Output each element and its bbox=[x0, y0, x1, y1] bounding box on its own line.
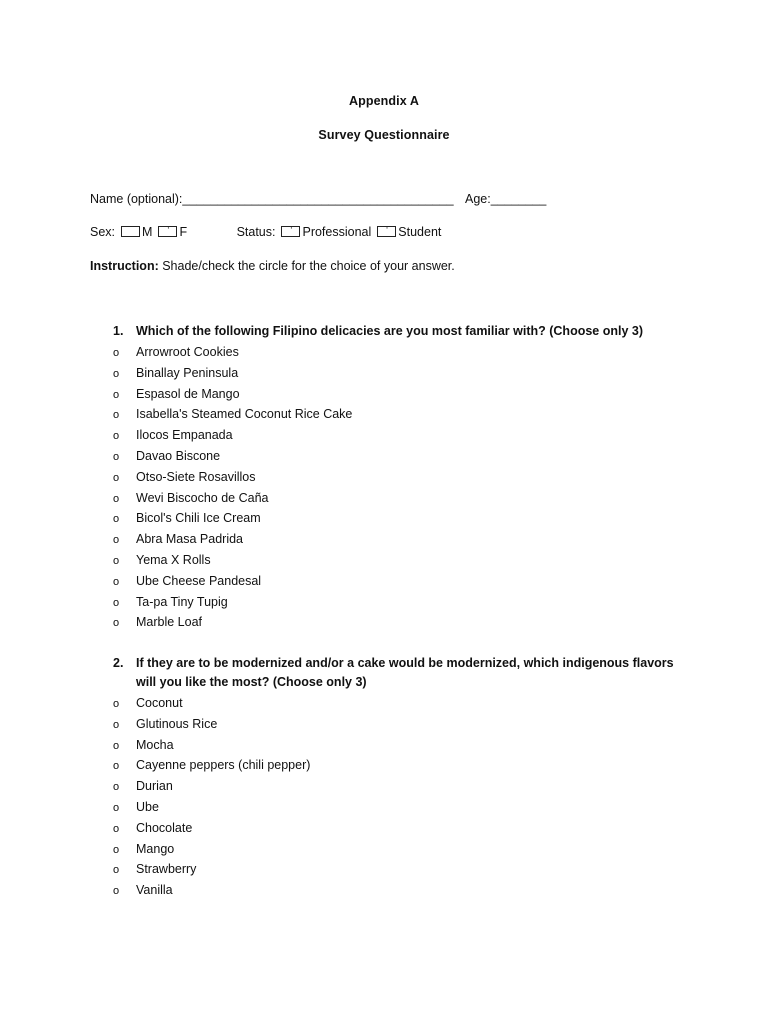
option-item[interactable] bbox=[113, 449, 352, 470]
sex-option-f: F bbox=[179, 225, 188, 239]
option-label: Espasol de Mango bbox=[136, 386, 240, 401]
sex-status-row bbox=[90, 225, 441, 239]
option-label: Arrowroot Cookies bbox=[136, 345, 239, 359]
circle-bullet-icon[interactable]: o bbox=[113, 718, 120, 731]
circle-bullet-icon[interactable]: o bbox=[113, 698, 120, 710]
age-blank[interactable]: ________ bbox=[490, 192, 547, 206]
circle-bullet-icon[interactable]: o bbox=[113, 534, 120, 547]
circle-bullet-icon[interactable]: o bbox=[113, 367, 120, 380]
circle-bullet-icon[interactable]: o bbox=[113, 760, 120, 773]
option-item[interactable] bbox=[113, 758, 310, 779]
option-item[interactable] bbox=[113, 779, 310, 800]
circle-bullet-icon[interactable]: o bbox=[113, 347, 120, 359]
instruction-label: Instruction: bbox=[90, 259, 159, 273]
question-text-continued: will you like the most? (Choose only 3) bbox=[136, 675, 367, 689]
option-item[interactable] bbox=[113, 862, 310, 883]
name-label: Name (optional): bbox=[90, 192, 183, 206]
option-item[interactable] bbox=[113, 407, 352, 428]
question-number: 2. bbox=[113, 656, 124, 670]
checkbox-mark: ' bbox=[386, 226, 388, 235]
option-label: Isabella's Steamed Coconut Rice Cake bbox=[136, 407, 353, 422]
circle-bullet-icon[interactable]: o bbox=[113, 864, 120, 877]
option-item[interactable] bbox=[113, 595, 352, 616]
option-item[interactable] bbox=[113, 717, 310, 738]
option-label: Yema X Rolls bbox=[136, 552, 211, 567]
instruction bbox=[90, 259, 455, 273]
circle-bullet-icon[interactable]: o bbox=[113, 596, 120, 609]
sex-option-m: M bbox=[142, 225, 153, 239]
option-item[interactable] bbox=[113, 470, 352, 491]
option-item[interactable] bbox=[113, 615, 352, 636]
appendix-heading: Appendix A bbox=[349, 94, 419, 108]
question-text: Which of the following Filipino delicacies are you most familiar with? (Choose only 3) bbox=[136, 324, 643, 338]
option-item[interactable] bbox=[113, 738, 310, 759]
question-2-options bbox=[113, 696, 310, 904]
option-item[interactable] bbox=[113, 821, 310, 842]
circle-bullet-icon[interactable]: o bbox=[113, 781, 120, 794]
circle-bullet-icon[interactable]: o bbox=[113, 430, 120, 443]
question-1 bbox=[113, 324, 643, 338]
option-label: Abra Masa Padrida bbox=[136, 532, 244, 547]
age-field[interactable] bbox=[465, 192, 546, 206]
option-label: Ta-pa Tiny Tupig bbox=[136, 594, 228, 609]
option-item[interactable] bbox=[113, 532, 352, 553]
status-professional-checkbox[interactable] bbox=[281, 226, 300, 237]
circle-bullet-icon[interactable]: o bbox=[113, 388, 120, 401]
circle-bullet-icon[interactable]: o bbox=[113, 801, 120, 814]
status-student-checkbox[interactable] bbox=[377, 226, 396, 237]
option-label: Strawberry bbox=[136, 862, 197, 877]
option-label: Bicol's Chili Ice Cream bbox=[136, 511, 261, 526]
question-number: 1. bbox=[113, 324, 124, 338]
circle-bullet-icon[interactable]: o bbox=[113, 822, 120, 835]
option-label: Otso-Siete Rosavillos bbox=[136, 469, 256, 484]
option-item[interactable] bbox=[113, 883, 310, 904]
age-label: Age: bbox=[465, 192, 491, 206]
checkbox-mark: ' bbox=[290, 226, 293, 235]
sex-m-checkbox[interactable] bbox=[121, 226, 140, 237]
status-option-student: Student bbox=[398, 225, 442, 239]
circle-bullet-icon[interactable]: o bbox=[113, 554, 120, 567]
option-label: Vanilla bbox=[136, 883, 173, 898]
page-title: Survey Questionnaire bbox=[318, 128, 450, 142]
checkbox-mark: ' bbox=[167, 226, 169, 235]
sex-label: Sex: bbox=[90, 225, 116, 239]
option-label: Ilocos Empanada bbox=[136, 428, 233, 443]
option-item[interactable] bbox=[113, 387, 352, 408]
circle-bullet-icon[interactable]: o bbox=[113, 843, 120, 856]
circle-bullet-icon[interactable]: o bbox=[113, 471, 120, 484]
instruction-text: Shade/check the circle for the choice of your answer. bbox=[158, 259, 455, 273]
option-label: Davao Biscone bbox=[136, 448, 221, 463]
circle-bullet-icon[interactable]: o bbox=[113, 739, 120, 752]
option-label: Glutinous Rice bbox=[136, 716, 218, 731]
option-label: Cayenne peppers (chili pepper) bbox=[136, 758, 311, 773]
option-item[interactable] bbox=[113, 800, 310, 821]
option-item[interactable] bbox=[113, 428, 352, 449]
circle-bullet-icon[interactable]: o bbox=[113, 575, 120, 588]
option-item[interactable] bbox=[113, 553, 352, 574]
circle-bullet-icon[interactable]: o bbox=[113, 885, 120, 898]
option-label: Ube Cheese Pandesal bbox=[136, 573, 262, 588]
circle-bullet-icon[interactable]: o bbox=[113, 409, 120, 422]
option-label: Mocha bbox=[136, 737, 174, 752]
option-label: Coconut bbox=[136, 696, 183, 710]
option-item[interactable] bbox=[113, 696, 310, 717]
option-label: Chocolate bbox=[136, 820, 193, 835]
circle-bullet-icon[interactable]: o bbox=[113, 450, 120, 463]
status-label: Status: bbox=[236, 225, 276, 239]
option-label: Durian bbox=[136, 779, 173, 794]
option-label: Ube bbox=[136, 799, 159, 814]
circle-bullet-icon[interactable]: o bbox=[113, 513, 120, 526]
option-item[interactable] bbox=[113, 491, 352, 512]
circle-bullet-icon[interactable]: o bbox=[113, 617, 120, 630]
option-label: Binallay Peninsula bbox=[136, 365, 239, 380]
sex-f-checkbox[interactable] bbox=[158, 226, 177, 237]
question-1-options bbox=[113, 345, 352, 636]
option-label: Mango bbox=[136, 841, 175, 856]
option-label: Wevi Biscocho de Caña bbox=[136, 490, 269, 505]
option-item[interactable] bbox=[113, 842, 310, 863]
option-item[interactable] bbox=[113, 345, 352, 366]
option-label: Marble Loaf bbox=[136, 615, 203, 630]
option-item[interactable] bbox=[113, 366, 352, 387]
name-field[interactable] bbox=[90, 192, 454, 206]
name-blank[interactable]: _______________________________________ bbox=[182, 192, 454, 206]
circle-bullet-icon[interactable]: o bbox=[113, 492, 120, 505]
question-text: If they are to be modernized and/or a cake would be modernized, which indigenous flavors bbox=[136, 656, 674, 670]
option-item[interactable] bbox=[113, 511, 352, 532]
option-item[interactable] bbox=[113, 574, 352, 595]
question-2 bbox=[113, 656, 674, 689]
status-option-professional: Professional bbox=[302, 225, 372, 239]
